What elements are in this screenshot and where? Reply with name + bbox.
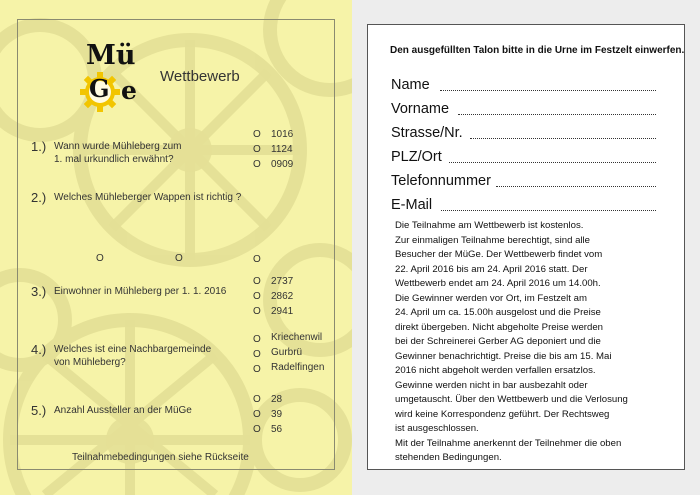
- field-email-line[interactable]: [441, 210, 656, 211]
- question-4-text-line-1: Welches ist eine Nachbargemeinde: [54, 344, 212, 355]
- rules-line: Gewinner benachrichtigt. Preise die bis am 15. Mai: [395, 350, 612, 362]
- field-vorname-line[interactable]: [458, 114, 656, 115]
- question-5-text: Anzahl Aussteller an der MüGe: [54, 405, 192, 416]
- field-name-line[interactable]: [440, 90, 656, 91]
- instruction-text: Den ausgefüllten Talon bitte in die Urne im Festzelt einwerfen.: [390, 45, 685, 56]
- q1-option-2-label: 1124: [271, 144, 293, 155]
- page-title: Wettbewerb: [160, 68, 240, 85]
- q3-option-2-label: 2862: [271, 291, 294, 302]
- field-telefon-line[interactable]: [496, 186, 656, 187]
- field-telefon-label: Telefonnummer: [391, 173, 491, 189]
- q1-option-3-label: 0909: [271, 159, 294, 170]
- rules-line: umgetauscht. Über den Wettbewerb und die Verlosung: [395, 394, 628, 405]
- rules-line: Mit der Teilnahme anerkennt der Teilnehmer die oben: [395, 437, 622, 449]
- footer-note: Teilnahmebedingungen siehe Rückseite: [72, 452, 249, 463]
- rules-line: Besucher der MüGe. Der Wettbewerb findet vom: [395, 249, 603, 260]
- q3-option-3-radio[interactable]: O: [253, 306, 261, 317]
- rules-line: 2016 nicht abgeholt werden verfallen ersatzlos.: [395, 365, 596, 376]
- q4-option-3-radio[interactable]: O: [253, 364, 261, 375]
- rules-line: ist ausgeschlossen.: [395, 423, 479, 434]
- q1-option-1-label: 1016: [271, 129, 294, 140]
- q2-option-1-radio[interactable]: O: [96, 253, 104, 264]
- q5-option-2-label: 39: [271, 409, 283, 420]
- rules-line: wird keine Korrespondenz geführt. Der Rechtsweg: [395, 408, 610, 420]
- field-vorname-label: Vorname: [391, 101, 450, 117]
- rules-line: Zur einmaligen Teilnahme berechtigt, sind alle: [395, 234, 591, 246]
- question-3-number: 3.): [31, 284, 47, 299]
- rules-line: direkt übergeben. Nicht abgeholte Preise werden: [395, 321, 603, 333]
- q3-option-3-label: 2941: [271, 306, 294, 317]
- q4-option-1-label: Kriechenwil: [271, 332, 323, 343]
- question-4-number: 4.): [31, 342, 47, 357]
- rules-line: Die Teilnahme am Wettbewerb ist kostenlos.: [395, 220, 584, 231]
- question-1-number: 1.): [31, 139, 47, 154]
- field-strasse-label: Strasse/Nr.: [391, 125, 463, 141]
- participation-rules: [395, 219, 695, 466]
- q4-option-2-label: Gurbrü: [271, 347, 303, 358]
- logo-mu: Mü: [86, 40, 136, 71]
- question-2-text: Welches Mühleberger Wappen ist richtig ?: [54, 192, 242, 203]
- question-2-number: 2.): [31, 190, 47, 205]
- q4-option-2-radio[interactable]: O: [253, 349, 261, 360]
- rules-line: Wettbewerb endet am 24. April 2016 um 14.00h.: [395, 278, 601, 289]
- question-1-text-line-1: Wann wurde Mühleberg zum: [54, 141, 182, 152]
- question-4-text-line-2: von Mühleberg?: [54, 357, 126, 368]
- q1-option-1-radio[interactable]: O: [253, 129, 261, 140]
- rules-line: bei der Schreinerei Gerber AG deponiert und die: [395, 336, 601, 347]
- rules-line: stehenden Bedingungen.: [395, 452, 502, 463]
- q5-option-2-radio[interactable]: O: [253, 409, 261, 420]
- q3-option-1-label: 2737: [271, 276, 294, 287]
- q1-option-2-radio[interactable]: O: [253, 144, 261, 155]
- question-3-text: Einwohner in Mühleberg per 1. 1. 2016: [54, 286, 227, 297]
- left-frame-border: [17, 19, 335, 470]
- q5-option-3-radio[interactable]: O: [253, 424, 261, 435]
- q2-option-3-radio[interactable]: O: [253, 254, 261, 265]
- rules-line: Die Gewinner werden vor Ort, im Festzelt am: [395, 292, 587, 304]
- rules-line: 24. April um ca. 15.00h ausgelost und die Preise: [395, 307, 601, 318]
- field-plz-ort-line[interactable]: [449, 162, 656, 163]
- q1-option-3-radio[interactable]: O: [253, 159, 261, 170]
- field-strasse-line[interactable]: [470, 138, 656, 139]
- rules-line: Gewinne werden nicht in bar ausbezahlt oder: [395, 379, 588, 391]
- q5-option-1-label: 28: [271, 394, 283, 405]
- q5-option-3-label: 56: [271, 424, 283, 435]
- q2-option-2-radio[interactable]: O: [175, 253, 183, 264]
- q4-option-3-label: Radelfingen: [271, 362, 325, 373]
- question-5-number: 5.): [31, 403, 47, 418]
- field-name-label: Name: [391, 77, 430, 93]
- field-email-label: E-Mail: [391, 197, 433, 213]
- q4-option-1-radio[interactable]: O: [253, 334, 261, 345]
- q3-option-1-radio[interactable]: O: [253, 276, 261, 287]
- logo-gear-letter: G: [89, 74, 110, 103]
- question-1-text-line-2: 1. mal urkundlich erwähnt?: [54, 154, 174, 165]
- field-plz-ort-label: PLZ/Ort: [391, 149, 442, 165]
- logo-tail-letter: e: [121, 76, 137, 105]
- q5-option-1-radio[interactable]: O: [253, 394, 261, 405]
- rules-line: 22. April 2016 bis am 24. April 2016 statt. Der: [395, 263, 588, 275]
- q3-option-2-radio[interactable]: O: [253, 291, 261, 302]
